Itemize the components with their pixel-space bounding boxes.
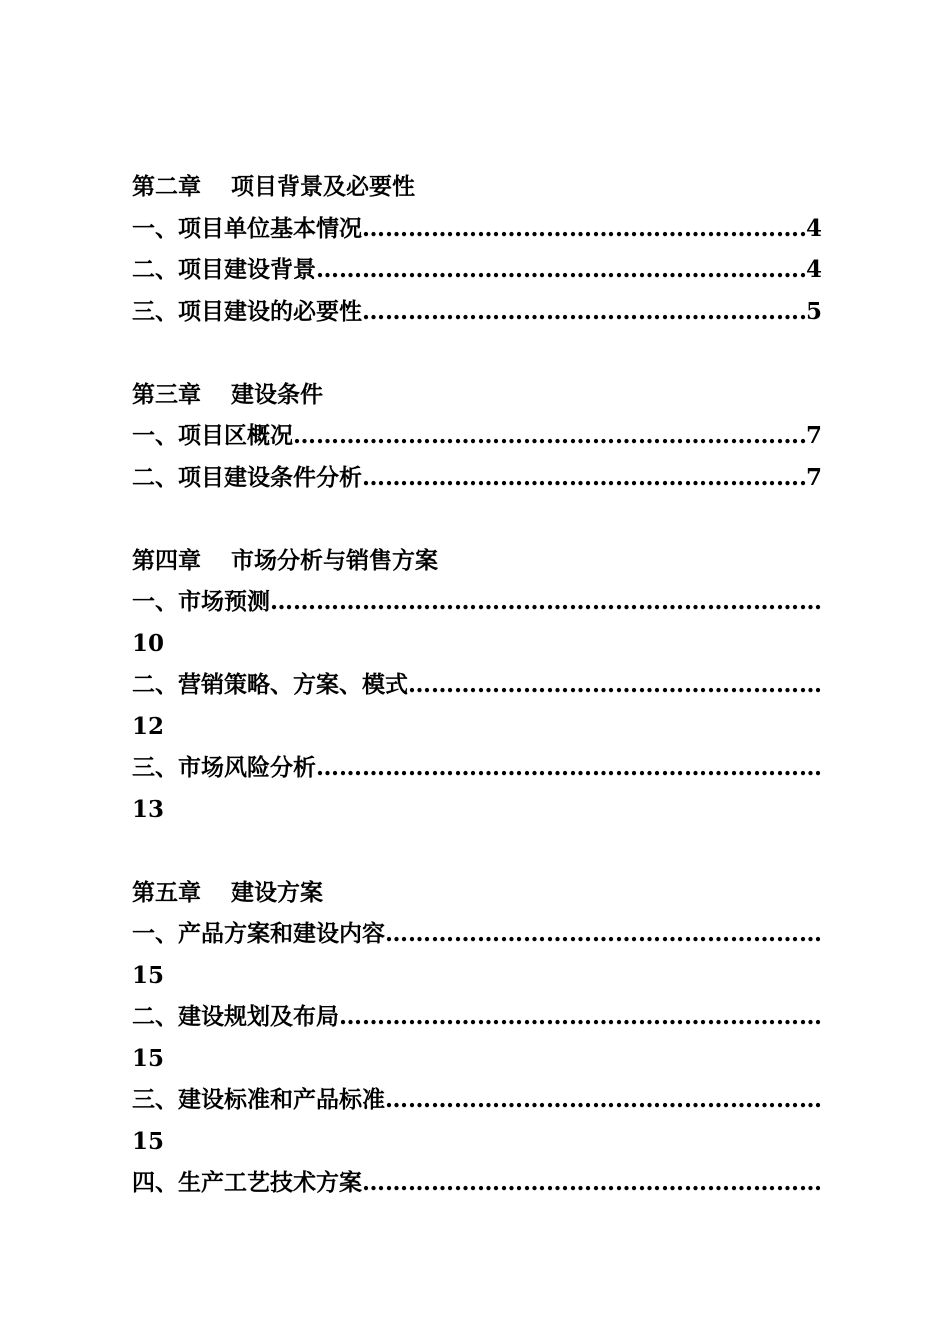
- toc-entry-label: 一、市场预测: [132, 588, 270, 615]
- toc-entry-label: 三、项目建设的必要性: [132, 297, 362, 325]
- chapter-heading: [132, 166, 822, 208]
- chapter-number: 第五章: [132, 878, 201, 906]
- chapter-number: 第四章: [132, 546, 201, 574]
- toc-entry-page: 15: [132, 1044, 165, 1072]
- toc-entry[interactable]: [132, 581, 822, 623]
- toc-entry[interactable]: [132, 747, 822, 789]
- chapter-number: 第三章: [132, 380, 201, 408]
- dot-leader: [293, 415, 806, 457]
- dot-leader: [270, 581, 822, 623]
- toc-entry-label: 三、市场风险分析: [132, 754, 316, 781]
- toc-entry-label: 二、建设规划及布局: [132, 1003, 339, 1030]
- chapter-heading: [132, 374, 822, 416]
- dot-leader: [385, 913, 822, 955]
- table-of-contents: [132, 166, 822, 1204]
- chapter-title: 市场分析与销售方案: [231, 546, 438, 574]
- toc-entry-label: 一、项目区概况: [132, 422, 293, 449]
- toc-entry-page: 15: [132, 1127, 165, 1155]
- toc-entry-page: 15: [132, 961, 165, 989]
- toc-entry-page: 4: [805, 214, 822, 242]
- toc-entry[interactable]: [132, 996, 822, 1038]
- toc-entry[interactable]: [132, 208, 822, 250]
- toc-entry-page: 10: [132, 629, 165, 657]
- dot-leader: [385, 1079, 822, 1121]
- toc-entry[interactable]: [132, 457, 822, 499]
- toc-entry-page: 7: [805, 463, 822, 491]
- toc-entry-page: 12: [132, 712, 165, 740]
- dot-leader: [316, 747, 822, 789]
- toc-entry[interactable]: [132, 249, 822, 291]
- toc-entry[interactable]: [132, 1162, 822, 1204]
- toc-entry[interactable]: [132, 1079, 822, 1121]
- toc-entry-page: 5: [805, 297, 822, 325]
- toc-entry-label: 二、营销策略、方案、模式: [132, 671, 408, 698]
- toc-entry-label: 一、项目单位基本情况: [132, 214, 362, 242]
- dot-leader: [408, 664, 822, 706]
- toc-entry-page: 4: [805, 256, 822, 283]
- section-spacer: [132, 830, 822, 872]
- dot-leader: [362, 208, 806, 250]
- toc-entry-label: 二、项目建设背景: [132, 256, 316, 283]
- chapter-title: 项目背景及必要性: [231, 173, 415, 200]
- toc-entry-page: 13: [132, 795, 165, 823]
- section-spacer: [132, 498, 822, 540]
- toc-entry[interactable]: [132, 664, 822, 706]
- dot-leader: [339, 996, 822, 1038]
- toc-entry-label: 三、建设标准和产品标准: [132, 1086, 385, 1113]
- dot-leader: [362, 457, 806, 499]
- section-spacer: [132, 332, 822, 374]
- toc-entry-label: 四、生产工艺技术方案: [132, 1169, 362, 1196]
- toc-entry[interactable]: [132, 415, 822, 457]
- chapter-number: 第二章: [132, 173, 201, 200]
- toc-entry-label: 一、产品方案和建设内容: [132, 920, 385, 947]
- chapter-heading: [132, 540, 822, 582]
- dot-leader: [362, 1162, 822, 1204]
- toc-entry-page: 7: [805, 422, 822, 449]
- toc-entry[interactable]: [132, 913, 822, 955]
- toc-entry-label: 二、项目建设条件分析: [132, 463, 362, 491]
- dot-leader: [362, 291, 806, 333]
- chapter-title: 建设方案: [231, 878, 323, 906]
- chapter-title: 建设条件: [231, 380, 323, 408]
- toc-entry[interactable]: [132, 291, 822, 333]
- chapter-heading: [132, 872, 822, 914]
- dot-leader: [316, 249, 806, 291]
